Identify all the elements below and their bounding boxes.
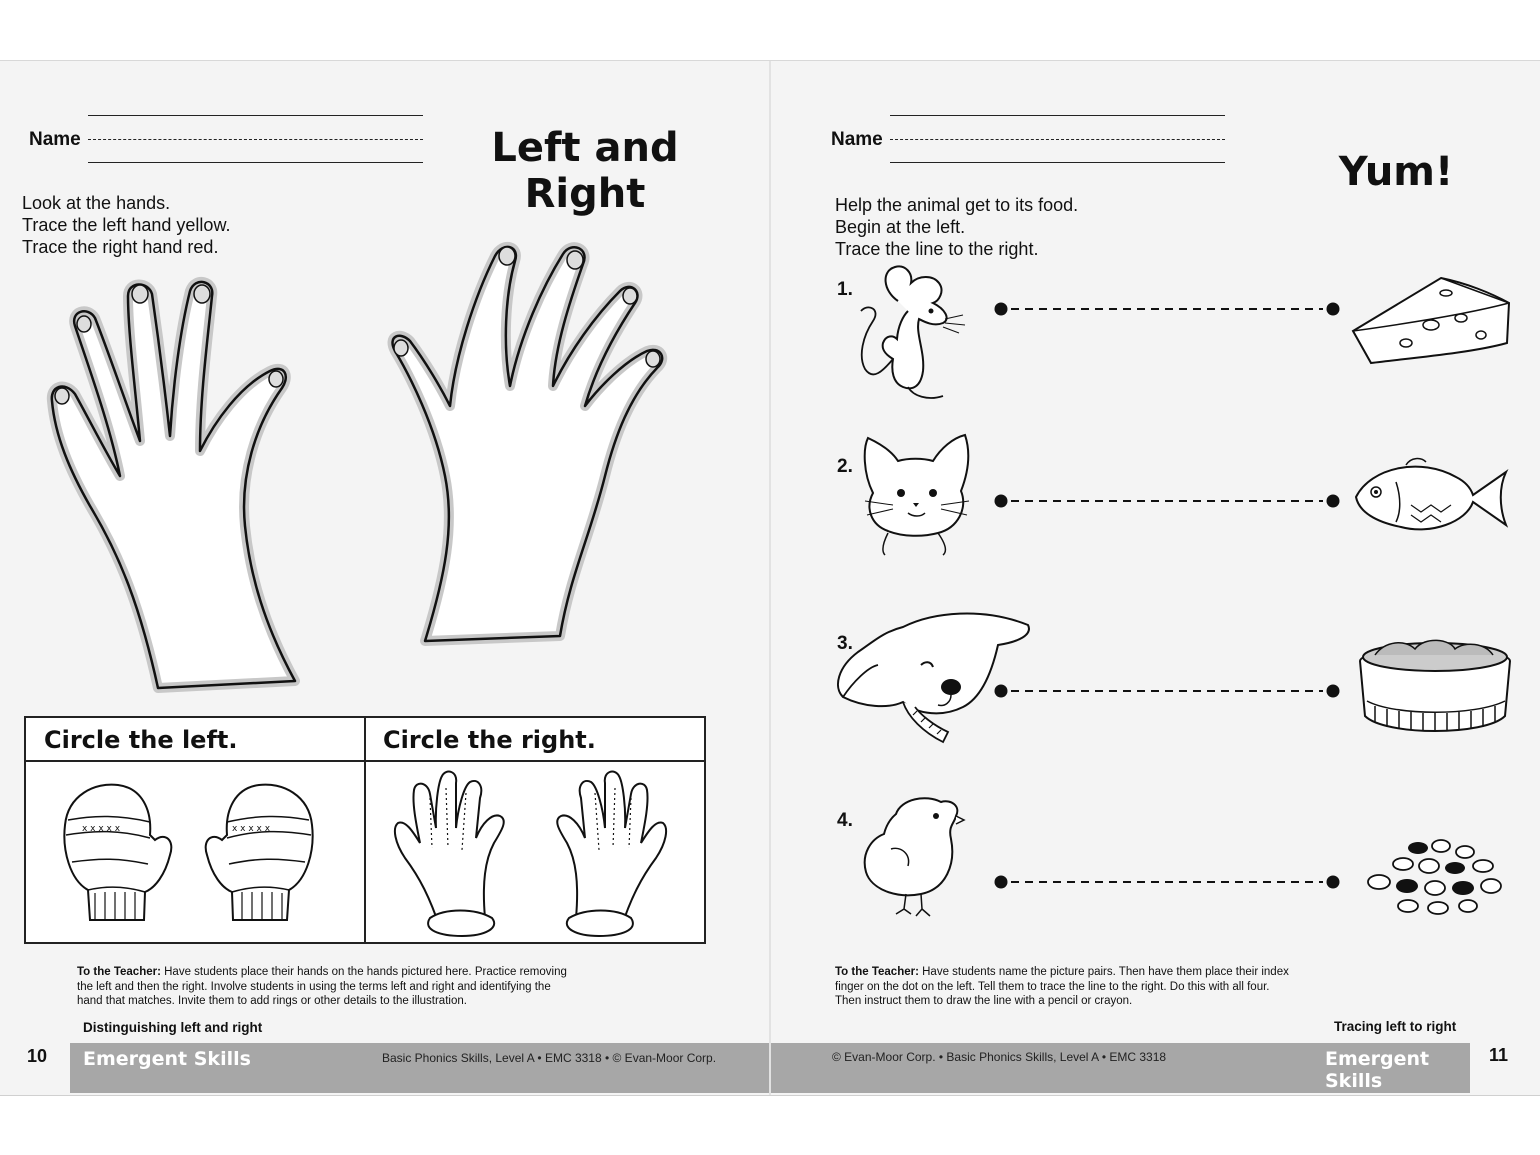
right-glove-icon[interactable] (536, 768, 671, 938)
instruction-line: Look at the hands. (22, 193, 171, 213)
teacher-label: To the Teacher: (835, 966, 919, 978)
trace-line-4[interactable] (993, 874, 1341, 890)
trace-line-3[interactable] (993, 683, 1341, 699)
page-title: Yum! (1338, 149, 1454, 195)
teacher-label: To the Teacher: (77, 966, 161, 978)
teacher-line: the left and then the right. Involve students in using the terms left and right and identifying the (77, 980, 551, 993)
left-page (0, 61, 769, 1095)
left-mitten-icon[interactable] (60, 780, 175, 930)
footer-meta: © Evan-Moor Corp. • Basic Phonics Skills, Level A • EMC 3318 (832, 1050, 1167, 1064)
row-number: 2. (837, 456, 853, 477)
skill-caption: Tracing left to right (1334, 1019, 1457, 1034)
name-label: Name (831, 129, 883, 150)
name-label: Name (29, 129, 81, 150)
trace-line-1[interactable] (993, 301, 1341, 317)
name-line-top (890, 115, 1225, 116)
box-header-rule (26, 760, 704, 762)
name-line-bottom (88, 162, 423, 163)
footer-meta: Basic Phonics Skills, Level A • EMC 3318 • © Evan-Moor Corp. (382, 1051, 717, 1065)
left-glove-icon[interactable] (390, 768, 525, 938)
mouse-icon (853, 261, 971, 406)
instruction-line: Trace the line to the right. (835, 239, 1039, 259)
svg-text:x x x x x: x x x x x (232, 824, 271, 834)
right-mitten-icon[interactable] (202, 780, 317, 930)
svg-text:x x x x x: x x x x x (82, 824, 121, 834)
skill-caption: Distinguishing left and right (83, 1020, 263, 1035)
box-divider (364, 718, 366, 942)
circle-right-heading: Circle the right. (383, 726, 596, 754)
instruction-line: Trace the left hand yellow. (22, 215, 231, 235)
instruction-line: Begin at the left. (835, 217, 966, 237)
fish-icon (1351, 457, 1511, 537)
right-page (771, 61, 1540, 1095)
instructions (22, 192, 230, 258)
name-line-dashed (890, 139, 1225, 140)
dog-food-bowl-icon (1355, 631, 1515, 741)
kitten-icon (853, 433, 978, 558)
seeds-icon (1363, 836, 1508, 921)
teacher-line: hand that matches. Invite them to add rings or other details to the illustration. (77, 995, 467, 1007)
circle-activity-box (24, 716, 706, 944)
page-title: Left and Right (491, 125, 679, 217)
footer-bar (70, 1043, 769, 1093)
teacher-line: Then instruct them to draw the line with a pencil or crayon. (835, 995, 1133, 1007)
trace-line-2[interactable] (993, 493, 1341, 509)
teacher-note (77, 965, 597, 1009)
instruction-line: Trace the right hand red. (22, 237, 219, 257)
instruction-line: Help the animal get to its food. (835, 195, 1079, 215)
footer-skill: Emergent Skills (83, 1048, 251, 1070)
page-number: 10 (27, 1046, 48, 1066)
book-spread (0, 60, 1540, 1096)
footer-bar (771, 1043, 1470, 1093)
puppy-icon (833, 607, 1033, 757)
name-line-top (88, 115, 423, 116)
row-number: 1. (837, 279, 853, 300)
left-hand-outline[interactable] (40, 276, 340, 696)
chick-icon (856, 794, 968, 919)
teacher-line: Have students name the picture pairs. Then have them place their index (922, 966, 1289, 978)
page-number: 11 (1489, 1045, 1509, 1065)
name-line-dashed (88, 139, 423, 140)
teacher-note (835, 965, 1355, 1009)
cheese-icon (1351, 273, 1511, 365)
row-number: 4. (837, 810, 853, 831)
row-number: 3. (837, 633, 853, 654)
circle-left-heading: Circle the left. (44, 726, 238, 754)
instructions (835, 194, 1078, 260)
footer-skill: Emergent Skills (1325, 1048, 1430, 1092)
name-line-bottom (890, 162, 1225, 163)
teacher-line: finger on the dot on the left. Tell them to trace the line to the right. Do this with all four. (835, 980, 1270, 993)
right-hand-outline[interactable] (385, 236, 685, 656)
teacher-line: Have students place their hands on the hands pictured here. Practice removing (164, 966, 567, 978)
